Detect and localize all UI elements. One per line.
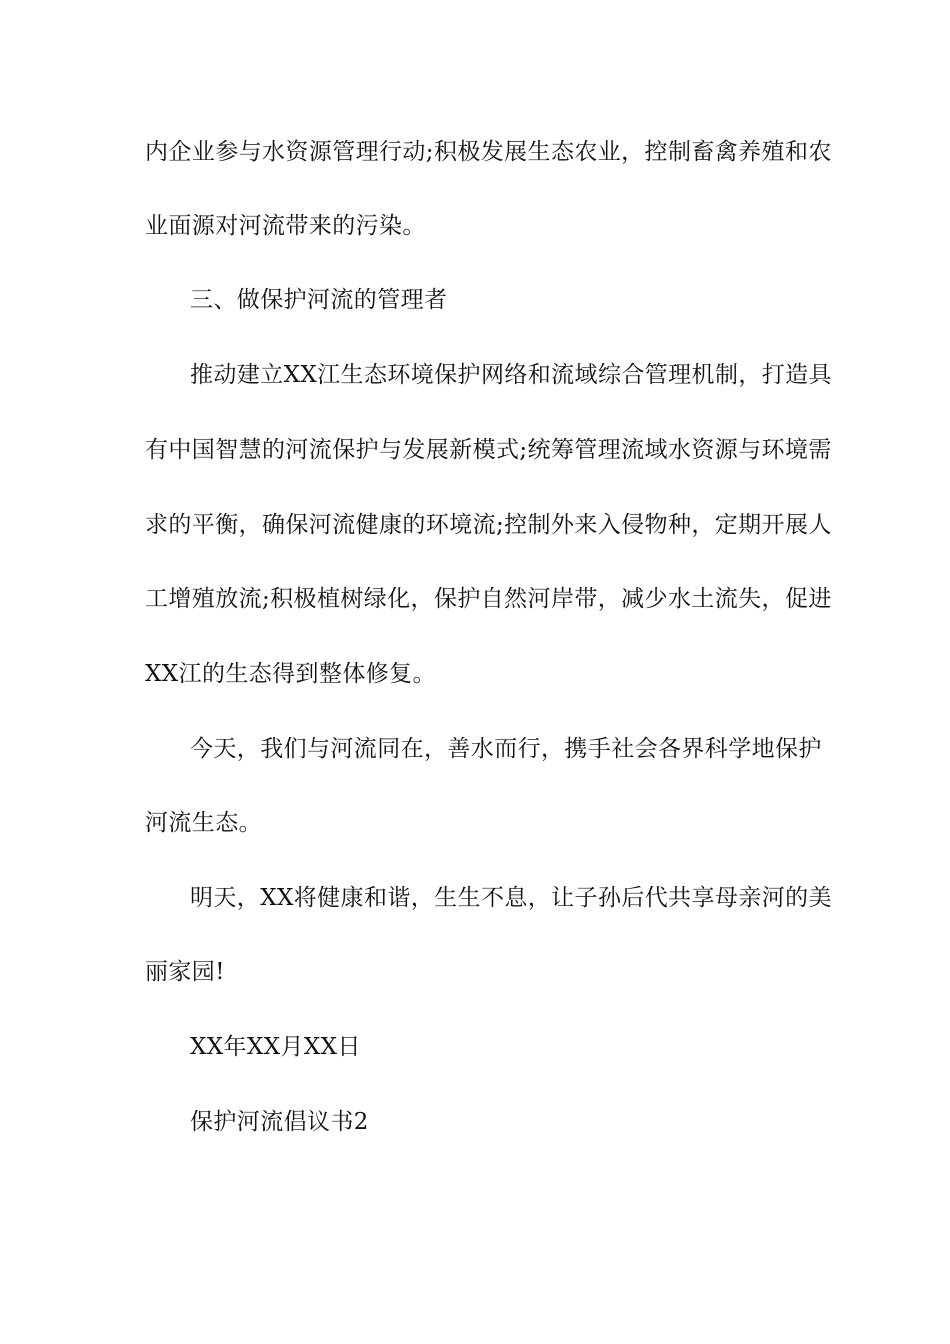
document-date: XX年XX月XX日 xyxy=(190,1034,361,1060)
paragraph-2-line-2: 有中国智慧的河流保护与发展新模式;统筹管理流域水资源与环境需 xyxy=(145,437,832,463)
paragraph-2-line-1: 推动建立XX江生态环境保护网络和流域综合管理机制，打造具 xyxy=(190,362,832,388)
paragraph-3-line-2: 河流生态。 xyxy=(145,810,262,836)
paragraph-1-line-2: 业面源对河流带来的污染。 xyxy=(145,213,426,239)
paragraph-4-line-2: 丽家园! xyxy=(145,959,225,985)
next-document-title: 保护河流倡议书2 xyxy=(190,1109,369,1135)
paragraph-1-line-1: 内企业参与水资源管理行动;积极发展生态农业，控制畜禽养殖和农 xyxy=(145,139,832,165)
section-heading-3: 三、做保护河流的管理者 xyxy=(190,287,448,313)
paragraph-4-line-1: 明天，XX将健康和谐，生生不息，让子孙后代共享母亲河的美 xyxy=(190,885,832,911)
paragraph-2-line-3: 求的平衡，确保河流健康的环境流;控制外来入侵物种，定期开展人 xyxy=(145,512,832,538)
paragraph-2-line-4: 工增殖放流;积极植树绿化，保护自然河岸带，减少水土流失，促进 xyxy=(145,586,832,612)
paragraph-3-line-1: 今天，我们与河流同在，善水而行，携手社会各界科学地保护 xyxy=(190,736,822,762)
paragraph-2-line-5: XX江的生态得到整体修复。 xyxy=(145,661,436,687)
